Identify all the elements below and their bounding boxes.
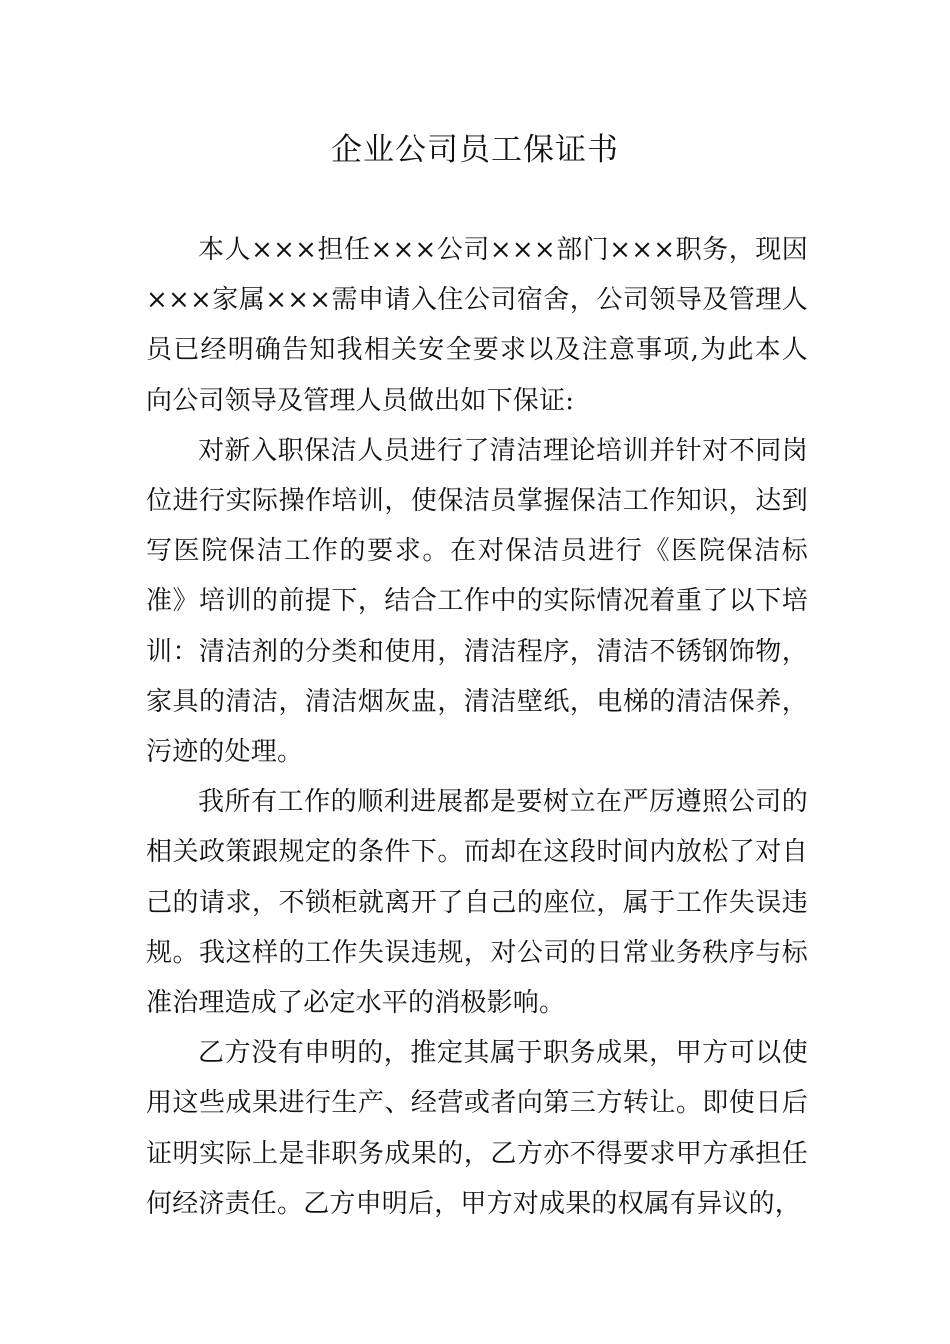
paragraph-work-violation: 我所有工作的顺利进展都是要树立在严厉遵照公司的相关政策跟规定的条件下。而却在这段时间内放松了对自己的请求，不锁柜就离开了自己的座位，属于工作失误违规。我这样的工作失误违规，对公司的日常业务秩序与标准治理造成了必定水平的消极影响。 — [146, 787, 808, 1019]
paragraph-cleaning-training: 对新入职保洁人员进行了清洁理论培训并针对不同岗位进行实际操作培训，使保洁员掌握保洁工作知识，达到写医院保洁工作的要求。在对保洁员进行《医院保洁标准》培训的前提下，结合工作中的实际情况着重了以下培训：清洁剂的分类和使用，清洁程序，清洁不锈钢饰物，家具的清洁，清洁烟灰盅，清洁壁纸，电梯的清洁保养，污迹的处理。 — [146, 435, 808, 768]
paragraph-work-results: 乙方没有申明的，推定其属于职务成果，甲方可以使用这些成果进行生产、经营或者向第三方转让。即使日后证明实际上是非职务成果的，乙方亦不得要求甲方承担任何经济责任。乙方申明后，甲方对成果的权属有异议的， — [146, 1038, 808, 1219]
document-title: 企业公司员工保证书 — [331, 132, 619, 168]
document-body — [146, 225, 808, 1229]
paragraph-guarantee-intro: 本人×××担任×××公司×××部门×××职务，现因×××家属×××需申请入住公司宿舍，公司领导及管理人员已经明确告知我相关安全要求以及注意事项,为此本人向公司领导及管理人员做出如下保证: — [146, 235, 808, 416]
